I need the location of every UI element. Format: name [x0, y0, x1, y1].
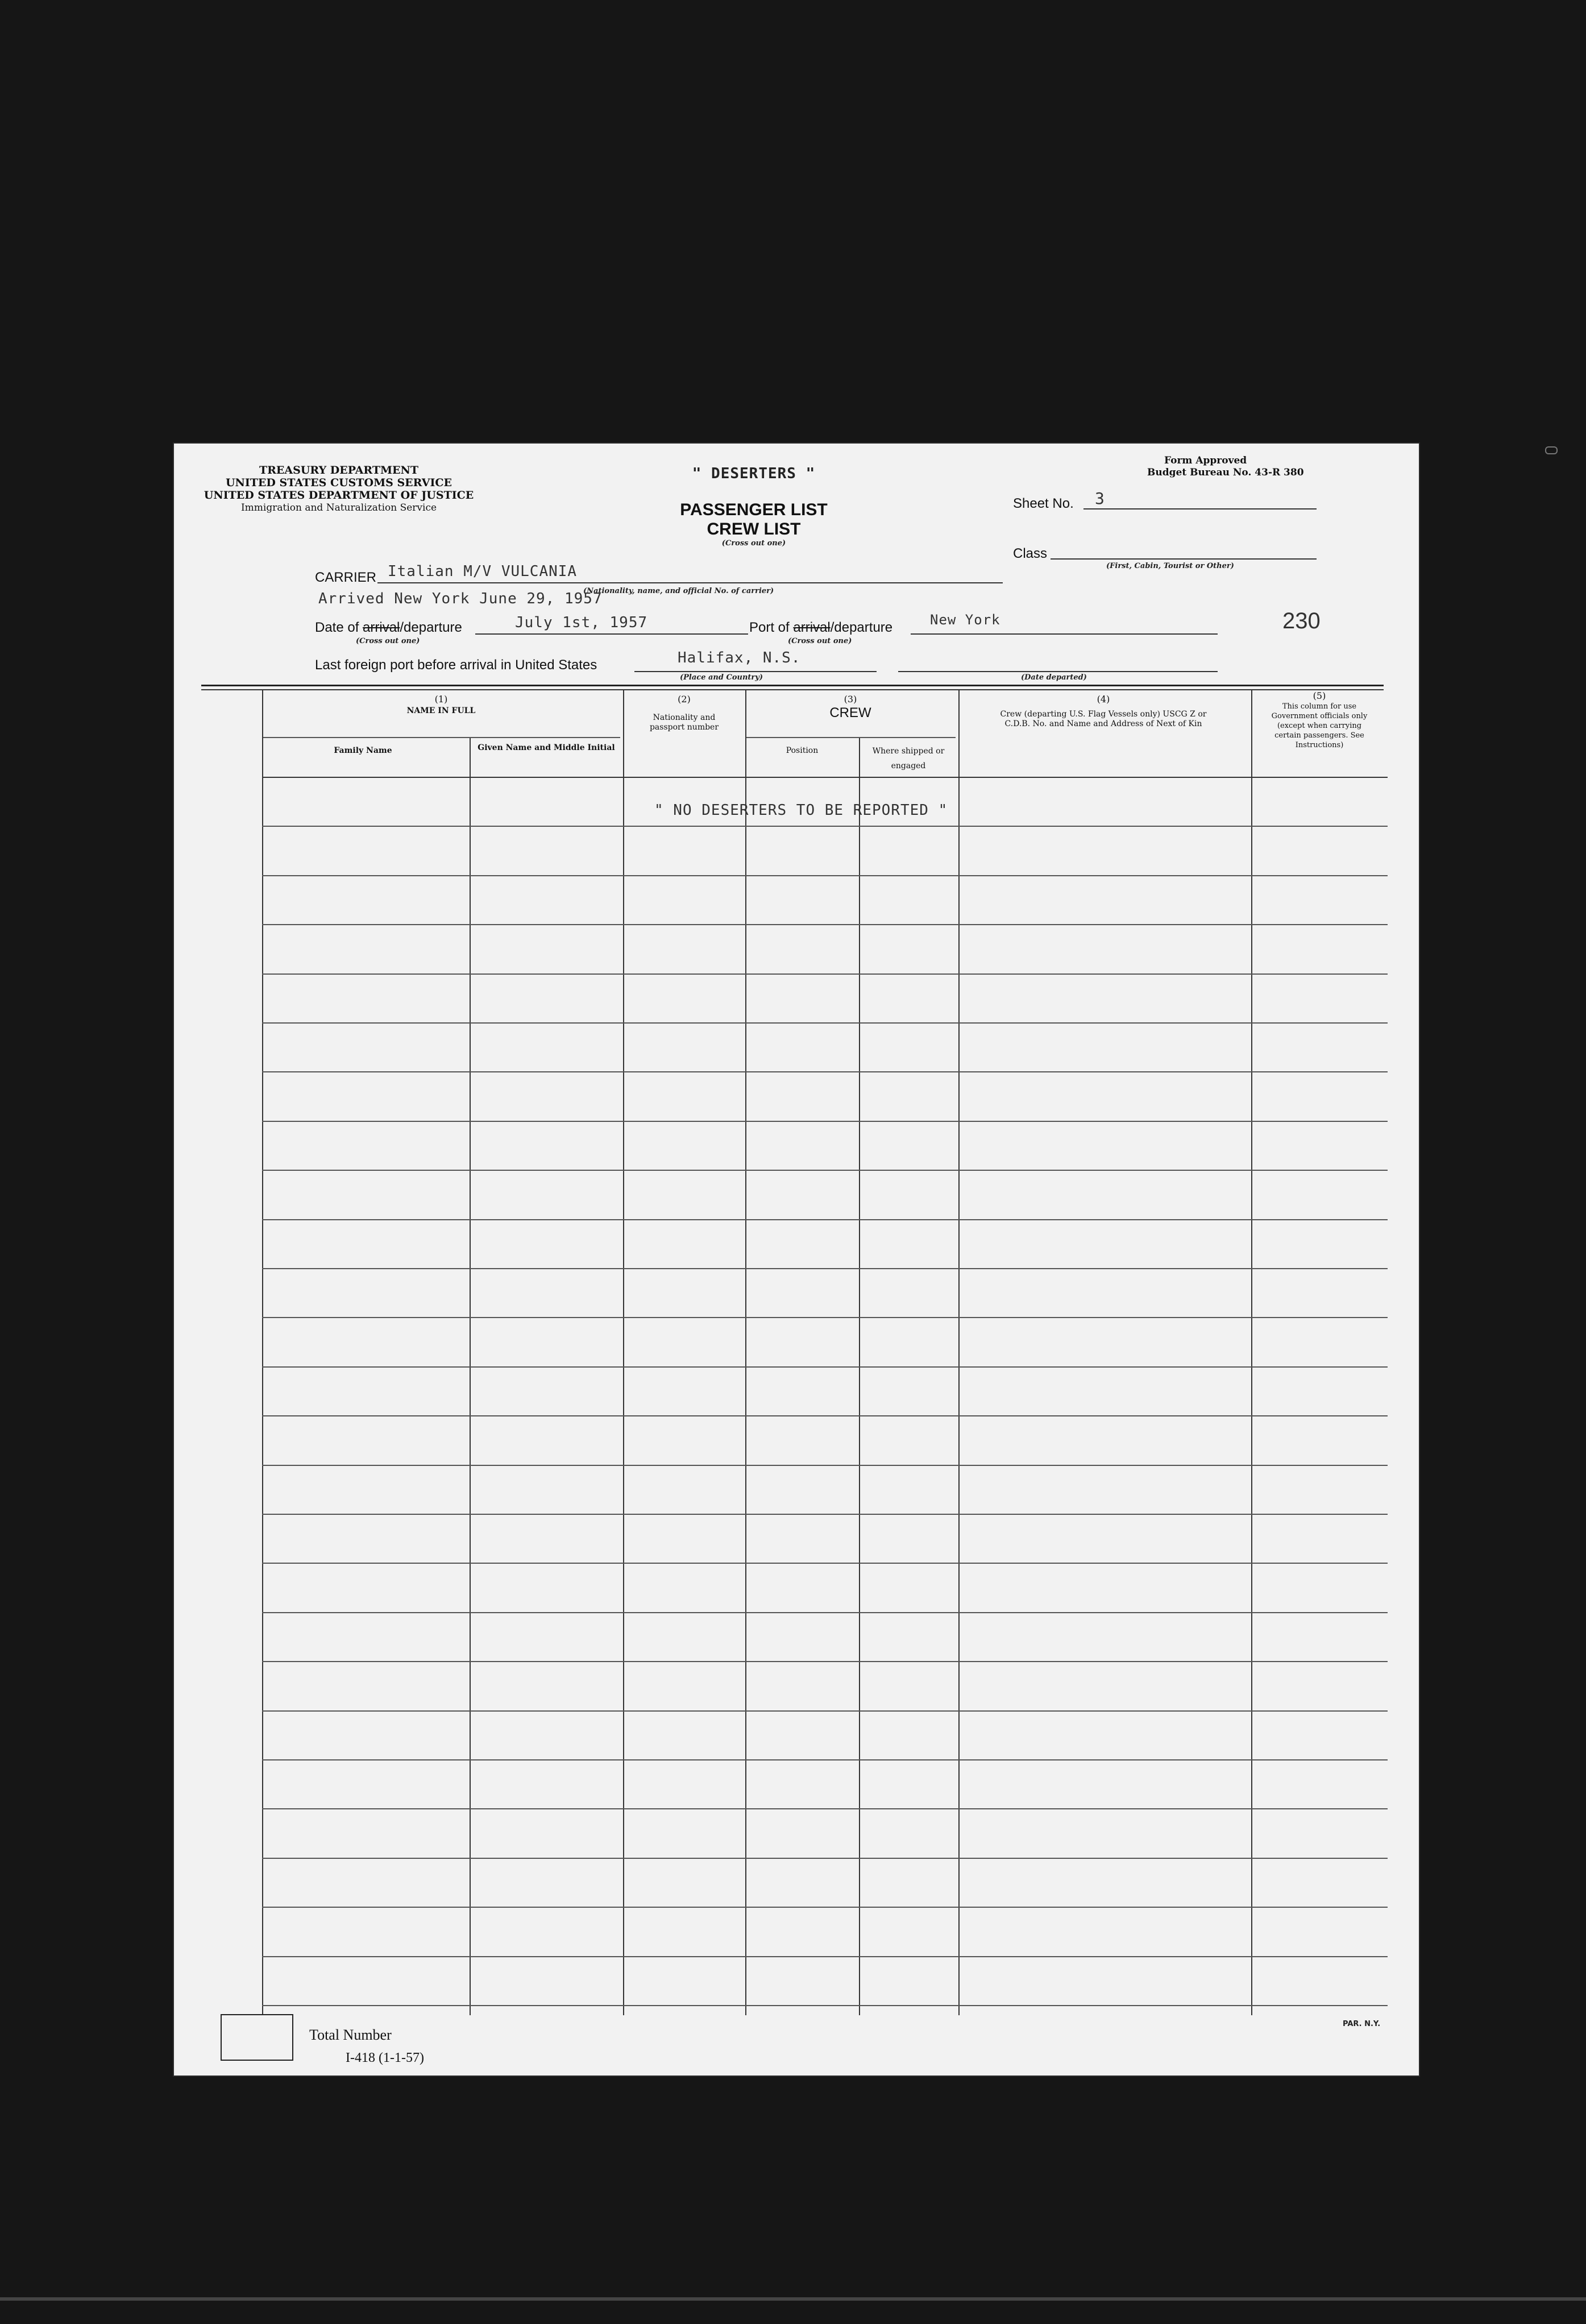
scan-bottom-strip [0, 2297, 1586, 2301]
arrived-note: Arrived New York June 29, 1957 [318, 590, 603, 607]
date-departed-underline [898, 671, 1218, 672]
col5-header [1254, 690, 1385, 750]
table-row-rule [262, 1563, 1388, 1564]
table-row-rule [262, 973, 1388, 975]
deserters-stamp: " DESERTERS " [692, 465, 816, 482]
date-departed-hint: (Date departed) [1021, 673, 1087, 682]
col3-number: (3) [844, 694, 857, 705]
table-row-rule [262, 1366, 1388, 1368]
col2-title: Nationality and passport number [649, 713, 719, 732]
agency-line-1: TREASURY DEPARTMENT [259, 464, 419, 477]
table-row-rule [262, 1071, 1388, 1072]
table-row-rule [262, 1808, 1388, 1809]
last-port-underline [634, 671, 877, 672]
col3-title: CREW [829, 705, 871, 720]
col2-header [626, 694, 742, 732]
table-row-rule [262, 1907, 1388, 1908]
class-underline [1051, 558, 1317, 560]
last-port-value: Halifax, N.S. [678, 649, 801, 666]
port-underline [911, 633, 1218, 635]
col3-subrule [745, 737, 956, 738]
col5-title: This column for use Government officials only (except when carrying certain passengers. See Instructions) [1271, 702, 1368, 749]
table-row-rule [262, 1661, 1388, 1662]
port-value: New York [930, 612, 1000, 628]
table-row-rule [262, 826, 1388, 827]
col2-number: (2) [678, 694, 691, 705]
col-line-2 [623, 690, 624, 2015]
table-row-rule [262, 2005, 1388, 2006]
col4-number: (4) [1097, 694, 1110, 705]
total-number-label: Total Number [309, 2027, 392, 2043]
table-row-rule [262, 1710, 1388, 1712]
carrier-underline [377, 582, 1003, 583]
date-label-post: /departure [400, 620, 462, 635]
port-hint: (Cross out one) [788, 637, 852, 645]
carrier-value: Italian M/V VULCANIA [388, 563, 578, 580]
no-deserters-note: " NO DESERTERS TO BE REPORTED " [654, 802, 948, 819]
header-rule-top [201, 685, 1384, 686]
table-row-rule [262, 1415, 1388, 1416]
date-label [315, 620, 462, 636]
carrier-hint: (Nationality, name, and official No. of carrier) [583, 587, 774, 595]
col1-header [262, 694, 620, 716]
table-row-rule [262, 1612, 1388, 1613]
date-underline [475, 633, 748, 635]
sheet-value: 3 [1095, 489, 1105, 508]
title-hint: (Cross out one) [721, 539, 786, 548]
col1-number: (1) [434, 694, 448, 705]
port-label [749, 620, 892, 636]
class-label: Class [1013, 546, 1048, 561]
title-crew-list: CREW LIST [707, 520, 801, 538]
crew-table [262, 690, 1388, 2015]
col-line-6 [1251, 690, 1252, 2015]
col-line-5 [958, 690, 960, 2015]
table-row-rule [262, 1170, 1388, 1171]
table-row-rule [262, 1956, 1388, 1957]
approval-line-2: Budget Bureau No. 43-R 380 [1147, 467, 1304, 478]
approval-line-1: Form Approved [1164, 455, 1247, 466]
printer-mark: PAR. N.Y. [1343, 2020, 1381, 2028]
col-line-1 [470, 738, 471, 2015]
sheet-label: Sheet No. [1013, 496, 1074, 511]
form-id: I-418 (1-1-57) [346, 2050, 424, 2065]
port-label-struck: arrival [793, 620, 831, 635]
total-number-box [221, 2014, 293, 2061]
date-hint: (Cross out one) [356, 637, 420, 645]
agency-line-2: UNITED STATES CUSTOMS SERVICE [225, 477, 452, 489]
carrier-label: CARRIER [315, 570, 377, 585]
col-line-4 [859, 738, 860, 2015]
table-row-rule [262, 1465, 1388, 1466]
date-label-struck: arrival [363, 620, 400, 635]
port-label-post: /departure [830, 620, 893, 635]
table-row-rule [262, 1022, 1388, 1024]
title-passenger-list: PASSENGER LIST [680, 500, 828, 519]
table-row-rule [262, 1121, 1388, 1122]
col-line-0 [262, 690, 263, 2015]
col3b-header: Where shipped or engaged [872, 747, 945, 770]
table-row-rule [262, 1268, 1388, 1269]
agency-header [197, 464, 481, 514]
passenger-list-form [174, 444, 1419, 2076]
col1a-header: Family Name [334, 746, 392, 755]
col1b-header: Given Name and Middle Initial [478, 743, 615, 752]
edge-mark [1545, 446, 1558, 454]
col3-header [745, 694, 956, 719]
table-row-rule [262, 1759, 1388, 1760]
class-hint: (First, Cabin, Tourist or Other) [1106, 562, 1234, 570]
table-header-rule [262, 777, 1388, 778]
date-value: July 1st, 1957 [515, 614, 648, 631]
col3a-header: Position [786, 746, 819, 755]
table-row-rule [262, 1514, 1388, 1515]
table-row-rule [262, 924, 1388, 925]
col-line-3 [745, 690, 746, 2015]
table-row-rule [262, 875, 1388, 876]
port-label-pre: Port of [749, 620, 794, 635]
sheet-underline [1083, 508, 1317, 509]
col1-subrule [262, 737, 620, 738]
table-row-rule [262, 1317, 1388, 1318]
agency-line-4: Immigration and Naturalization Service [240, 502, 437, 513]
table-row-rule [262, 1219, 1388, 1220]
page-number: 230 [1282, 608, 1321, 633]
col5-number: (5) [1313, 690, 1326, 701]
date-label-pre: Date of [315, 620, 363, 635]
last-port-hint: (Place and Country) [680, 673, 763, 682]
last-port-label: Last foreign port before arrival in United States [315, 657, 597, 673]
col4-header [967, 694, 1240, 729]
col4-title: Crew (departing U.S. Flag Vessels only) USCG Z or C.D.B. No. and Name and Address of Next of Kin [1000, 710, 1207, 728]
table-row-rule [262, 1858, 1388, 1859]
form-approval [1147, 455, 1352, 479]
agency-line-3: UNITED STATES DEPARTMENT OF JUSTICE [204, 489, 474, 502]
col1-title: NAME IN FULL [406, 706, 476, 715]
form-title [646, 500, 862, 548]
